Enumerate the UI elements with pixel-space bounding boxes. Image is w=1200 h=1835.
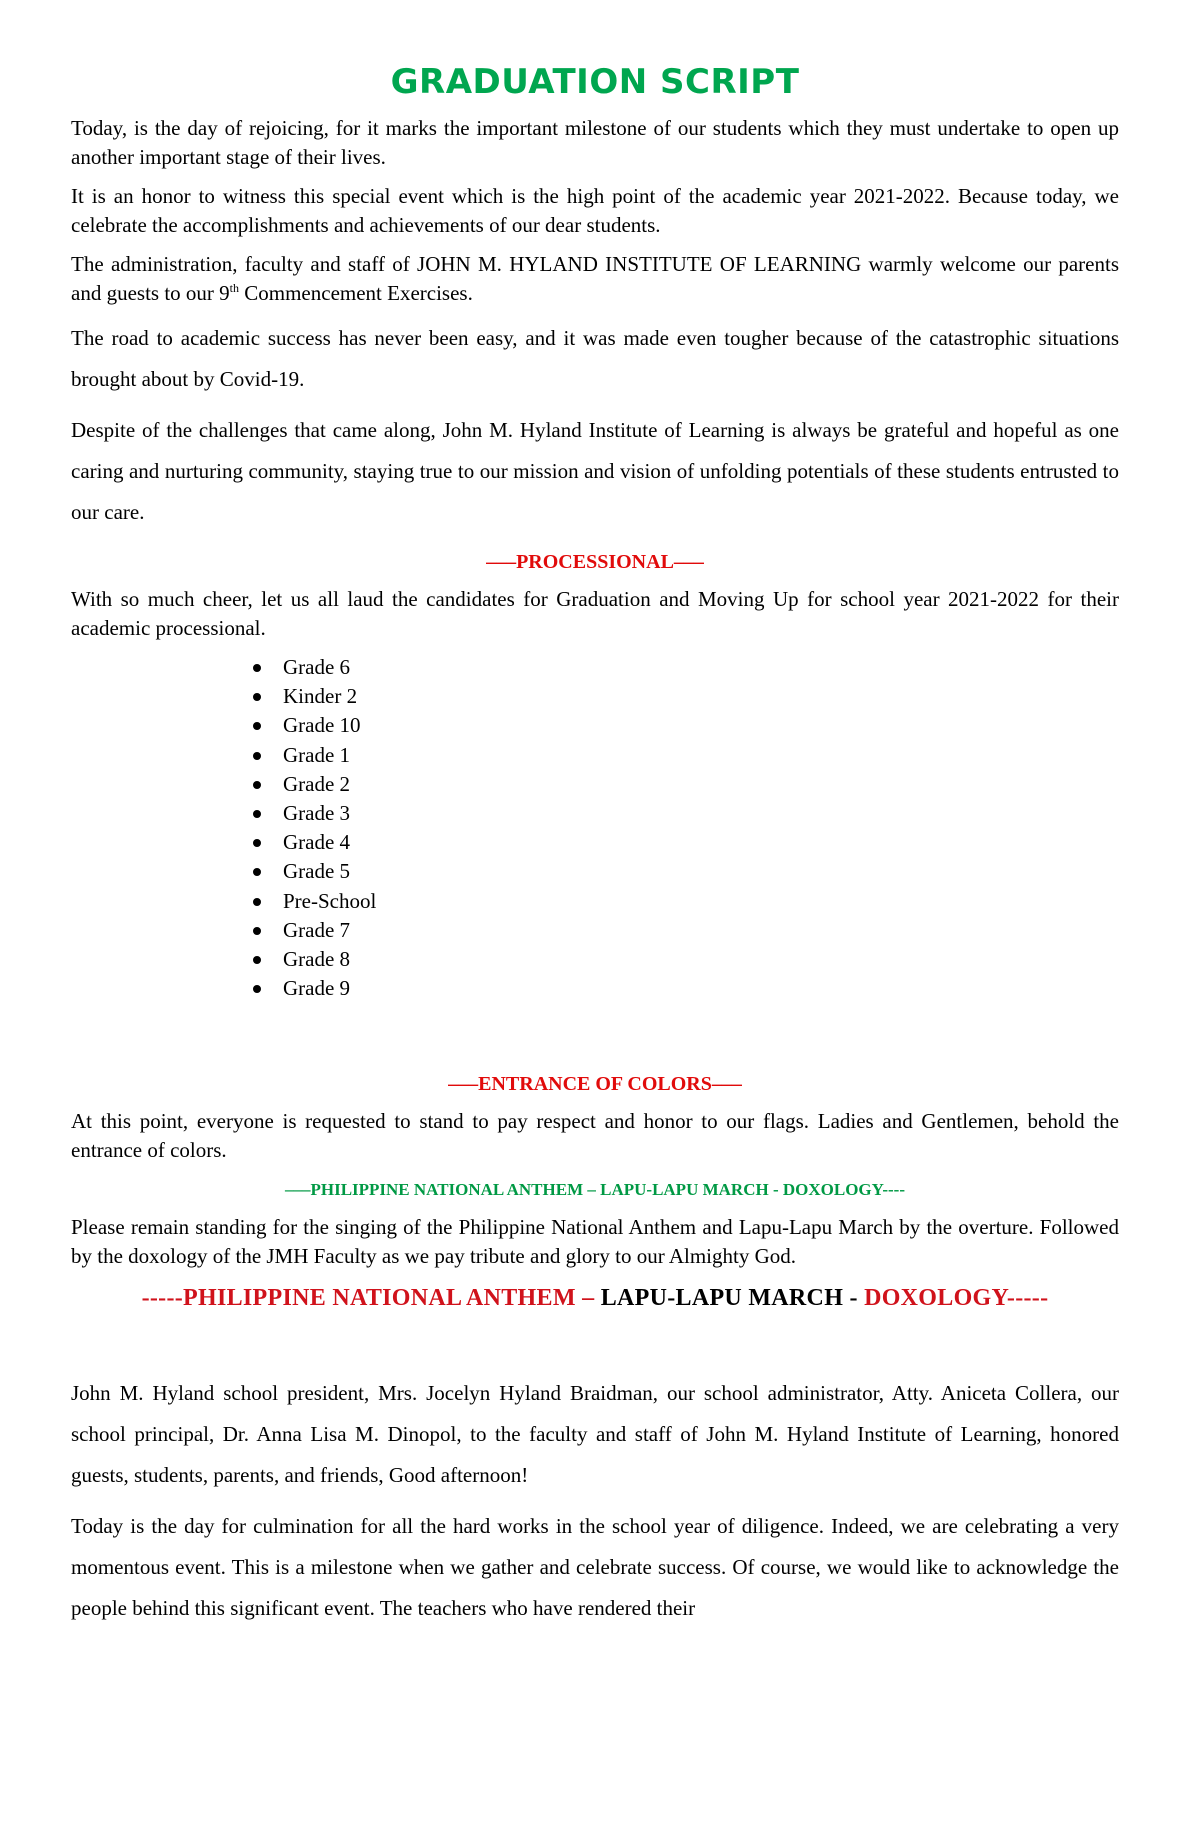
processional-heading: –––PROCESSIONAL––– [486, 551, 704, 573]
bullet-icon [253, 664, 261, 672]
bullet-icon [253, 956, 261, 964]
document-page [71, 62, 1119, 1639]
bullet-icon [253, 839, 261, 847]
list-item: Grade 2 [283, 770, 1119, 799]
anthem-paragraph: Please remain standing for the singing of the Philippine National Anthem and Lapu-Lapu March by the overture. Followed by the doxology of the JMH Faculty as we pay tribute and glory to our Almighty God. [71, 1215, 1119, 1269]
bullet-icon [253, 868, 261, 876]
road-paragraph: The road to academic success has never been easy, and it was made even tougher because of the catastrophic situations brought about by Covid-19. [71, 326, 1119, 391]
anthem-heading-part-3: DOXOLOGY----- [864, 1285, 1049, 1312]
grade-list [71, 653, 1119, 1003]
anthem-heading-part-1: -----PHILIPPINE NATIONAL ANTHEM – [141, 1285, 601, 1312]
bullet-icon [253, 781, 261, 789]
anthem-heading: –––PHILIPPINE NATIONAL ANTHEM – LAPU-LAPU MARCH - DOXOLOGY---- [284, 1180, 906, 1200]
list-item: Grade 1 [283, 741, 1119, 770]
spacer [71, 1003, 1119, 1055]
list-item: Grade 8 [283, 945, 1119, 974]
welcome-text-end: Commencement Exercises. [239, 281, 473, 305]
anthem-heading-part-2: LAPU-LAPU MARCH - [600, 1285, 865, 1312]
intro-paragraph-1: Today, is the day of rejoicing, for it marks the important milestone of our students which they must undertake to open up another important stage of their lives. [71, 116, 1119, 169]
list-item: Grade 4 [283, 828, 1119, 857]
list-item: Kinder 2 [283, 682, 1119, 711]
despite-paragraph: Despite of the challenges that came along, John M. Hyland Institute of Learning is always be grateful and hopeful as one caring and nurturing community, staying true to our mission and vision of unfolding potentials of these students entrusted to our care. [71, 418, 1119, 524]
list-item: Grade 5 [283, 857, 1119, 886]
bullet-icon [253, 752, 261, 760]
list-item: Grade 6 [283, 653, 1119, 682]
page-title: GRADUATION SCRIPT [390, 62, 800, 102]
processional-paragraph: With so much cheer, let us all laud the candidates for Graduation and Moving Up for school year 2021-2022 for their academic processional. [71, 587, 1119, 640]
list-item: Grade 3 [283, 799, 1119, 828]
ordinal-suffix: th [229, 281, 239, 295]
bullet-icon [253, 898, 261, 906]
bullet-icon [253, 927, 261, 935]
welcome-text: The administration, faculty and staff of JOHN M. HYLAND INSTITUTE OF LEARNING warmly welcome our parents and guests to our 9 [71, 252, 1119, 305]
intro-paragraph-2: It is an honor to witness this special event which is the high point of the academic year 2021-2022. Because today, we celebrate the accomplishments and achievements of our dear students. [71, 184, 1119, 237]
bullet-icon [253, 810, 261, 818]
list-item: Grade 7 [283, 916, 1119, 945]
entrance-of-colors-heading: –––ENTRANCE OF COLORS––– [448, 1073, 742, 1096]
culmination-paragraph: Today is the day for culmination for all the hard works in the school year of diligence. Indeed, we are celebrating a very momentous event. This is a milestone when we gather and celebrate success. Of course, we would like to acknowledge the people behind this significant event. The teachers who have rendered their [71, 1514, 1119, 1621]
bullet-icon [253, 985, 261, 993]
bullet-icon [253, 693, 261, 701]
anthem-program-heading [71, 1281, 1119, 1315]
colors-paragraph: At this point, everyone is requested to stand to pay respect and honor to our flags. Ladies and Gentlemen, behold the entrance of colors. [71, 1109, 1119, 1163]
spacer [71, 1315, 1119, 1373]
greeting-paragraph: John M. Hyland school president, Mrs. Jocelyn Hyland Braidman, our school administrator, Atty. Aniceta Collera, our school principal, Dr. Anna Lisa M. Dinopol, to the faculty and staff of John M. Hyland Institute of Learning, honored guests, students, parents, and friends, Good afternoon! [71, 1381, 1119, 1488]
list-item: Grade 9 [283, 974, 1119, 1003]
welcome-paragraph [71, 250, 1119, 308]
list-item: Pre-School [283, 887, 1119, 916]
bullet-icon [253, 722, 261, 730]
list-item: Grade 10 [283, 711, 1119, 740]
